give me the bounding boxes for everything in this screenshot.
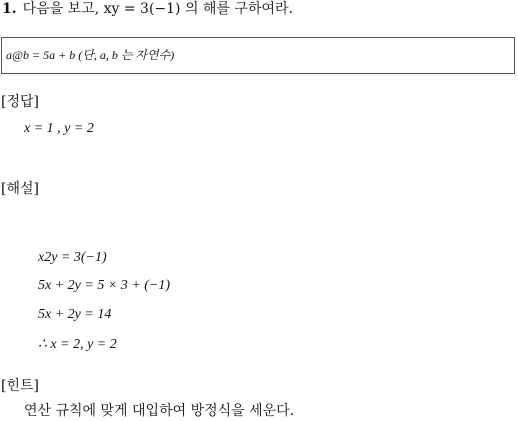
answer-heading: [정답] bbox=[1, 94, 39, 110]
definition-text: a@b = 5a + b (단, a, b 는 자연수) bbox=[6, 48, 175, 62]
hint-heading: [힌트] bbox=[1, 378, 39, 394]
problem-text: 다음을 보고, xy = 3(−1) 의 해를 구하여라. bbox=[22, 1, 293, 17]
solution-line: ∴ x = 2, y = 2 bbox=[38, 337, 117, 352]
solution-line: x2y = 3(−1) bbox=[38, 250, 107, 265]
solution-heading: [해설] bbox=[1, 181, 39, 197]
definition-box bbox=[1, 37, 515, 74]
problem-number: 1. bbox=[2, 1, 17, 17]
answer-text: x = 1 , y = 2 bbox=[24, 121, 94, 136]
problem-statement bbox=[2, 0, 293, 18]
solution-line: 5x + 2y = 5 × 3 + (−1) bbox=[38, 278, 170, 293]
solution-line: 5x + 2y = 14 bbox=[38, 307, 112, 322]
hint-text: 연산 규칙에 맞게 대입하여 방정식을 세운다. bbox=[24, 403, 295, 419]
